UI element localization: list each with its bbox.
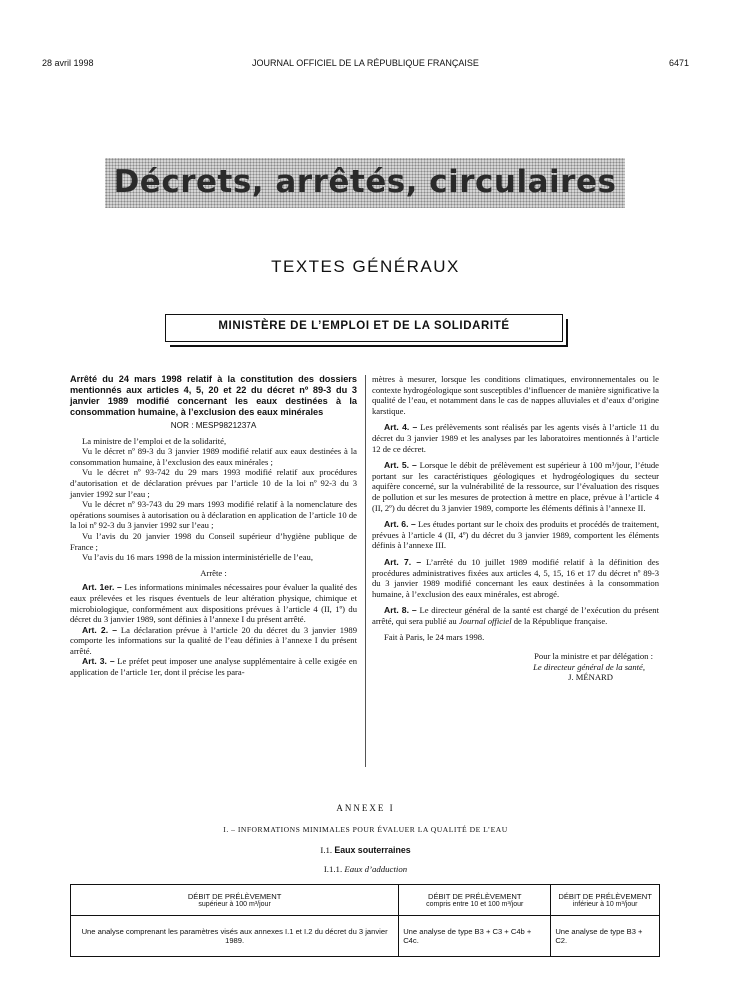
article-7: Art. 7. – L’arrêté du 10 juillet 1989 modifié relatif à la définition des procédures administratives fixées aux articles 4, 5, 15, 16 et 17 du décret nº 89-3 du 3 janvier 1989 modifié concernant les eaux destinées à la consommation humaine, à l’exclusion des eaux minérales, est abrogé. <box>372 556 659 599</box>
banner-title: Décrets, arrêtés, circulaires <box>113 164 617 200</box>
signature-line-2: Le directeur général de la santé, <box>533 661 645 672</box>
table-header-row <box>71 885 660 916</box>
article-label: Art. 4. – <box>384 422 418 433</box>
header-page-number: 6471 <box>668 58 689 68</box>
table-header-cell: DÉBIT DE PRÉLÈVEMENT inférieur à 10 m³/jour <box>551 885 660 916</box>
decree-title: Arrêté du 24 mars 1998 relatif à la constitution des dossiers mentionnés aux articles 4, 5, 20 et 22 du décret nº 89-3 du 3 janvier 1989 modifié concernant les eaux destinées à la consommation humaine, à l’exclusion des eaux minérales <box>70 374 357 417</box>
paragraph: La ministre de l’emploi et de la solidarité, <box>82 435 227 446</box>
arrete-label: Arrête : <box>200 567 227 578</box>
annex-section: I.1. Eaux souterraines <box>320 845 411 855</box>
signature-line-1: Pour la ministre et par délégation : <box>534 651 653 662</box>
table-cell: Une analyse comprenant les paramètres visés aux annexes I.1 et I.2 du décret du 3 janvier 1989. <box>71 916 399 957</box>
article-label: Art. 5. – <box>384 460 417 471</box>
article-label: Art. 6. – <box>384 519 416 530</box>
article-label: Art. 7. – <box>384 556 422 567</box>
flow-rate-table <box>70 884 660 957</box>
annex-subtitle: I. – INFORMATIONS MINIMALES POUR ÉVALUER LA QUALITÉ DE L’EAU <box>223 825 508 834</box>
ministry-name: MINISTÈRE DE L’EMPLOI ET DE LA SOLIDARITÉ <box>218 320 510 332</box>
table-cell: Une analyse de type B3 + C2. <box>551 916 660 957</box>
column-divider <box>365 375 366 767</box>
article-6: Art. 6. – Les études portant sur le choix des produits et procédés de traitement, prévues à l’article 4 (II, 4º) du décret du 3 janvier 1989, comportent les éléments définis à l’annexe III. <box>372 519 659 551</box>
paragraph: Vu le décret nº 93-742 du 29 mars 1993 modifié relatif aux procédures d’autorisation et de déclaration prévues par l’article 10 de la loi nº 92-3 du 3 janvier 1992 sur l’eau ; <box>70 467 357 499</box>
table-header-cell: DÉBIT DE PRÉLÈVEMENT compris entre 10 et 100 m³/jour <box>399 885 551 916</box>
table-cell: Une analyse de type B3 + C3 + C4b + C4c. <box>399 916 551 957</box>
header-date: 28 avril 1998 <box>42 58 94 68</box>
paragraph: Vu l’avis du 16 mars 1998 de la mission interministérielle de l’eau, <box>82 552 313 563</box>
article-3: Art. 3. – Le préfet peut imposer une analyse supplémentaire à celle exigée en application de l’article 1er, dont il précise les para- <box>70 656 357 678</box>
article-label: Art. 2. – <box>82 624 118 635</box>
left-column <box>70 374 357 678</box>
paragraph: Vu le décret nº 89-3 du 3 janvier 1989 modifié relatif aux eaux destinées à la consommation humaine, à l’exclusion des eaux minérales ; <box>70 446 357 467</box>
annex-subsection: I.1.1. Eaux d’adduction <box>323 864 408 874</box>
paragraph: mètres à mesurer, lorsque les conditions climatiques, environnementales ou le contexte hydrogéologique sont susceptibles d’influencer de manière significative la qualité de l’eau, et notamment dans le cas de nappes alluviales et d’eaux d’origine karstique. <box>372 374 659 416</box>
signature-date: Fait à Paris, le 24 mars 1998. <box>384 632 485 643</box>
article-5: Art. 5. – Lorsque le débit de prélèvement est supérieur à 100 m³/jour, l’étude portant sur les caractéristiques géologiques et hydrogéologiques du secteur aquifère concerné, sur la vulnérabilité de la ressource, sur l’évaluation des risques de pollution et sur les mesures de protection à mettre en place, prévue à l’article 4 (II, 2º) du décret du 3 janvier 1989, comporte les éléments définis à l’annexe II. <box>372 460 659 513</box>
article-2: Art. 2. – La déclaration prévue à l’article 20 du décret du 3 janvier 1989 comporte les informations sur la qualité de l’eau définies à l’annexe I du présent arrêté. <box>70 624 357 656</box>
right-column <box>372 374 659 683</box>
article-4: Art. 4. – Les prélèvements sont réalisés par les agents visés à l’article 11 du décret du 3 janvier 1989 et les analyses par les laboratoires mentionnés à l’article 12 de ce décret. <box>372 422 659 454</box>
paragraph: Vu le décret nº 93-743 du 29 mars 1993 modifié relatif à la nomenclature des opérations soumises à autorisation ou à déclaration en application de l’article 10 de la loi nº 92-3 du 3 janvier 1992 sur l’eau ; <box>70 499 357 531</box>
nor-reference: NOR : MESP9821237A <box>170 421 257 430</box>
header-journal: JOURNAL OFFICIEL DE LA RÉPUBLIQUE FRANÇAISE <box>252 58 479 68</box>
article-1: Art. 1er. – Les informations minimales nécessaires pour évaluer la qualité des eaux prélevées et les risques éventuels de leur altération physique, chimique et microbiologique, conformément aux dispositions prévues à l’article 4 (II, 1º) du décret du 3 janvier 1989, sont définies à l’annexe I du présent arrêté. <box>70 582 358 625</box>
paragraph: Vu l’avis du 20 janvier 1998 du Conseil supérieur d’hygiène publique de France ; <box>70 530 357 552</box>
section-title: TEXTES GÉNÉRAUX <box>271 257 460 276</box>
signature-name: J. MÉNARD <box>568 672 613 683</box>
article-8: Art. 8. – Le directeur général de la santé est chargé de l’exécution du présent arrêté, qui sera publié au Journal officiel de la République française. <box>372 605 659 626</box>
article-label: Art. 3. – <box>82 656 115 667</box>
table-row <box>71 916 660 957</box>
article-label: Art. 1er. – <box>82 582 122 593</box>
annex-title: ANNEXE I <box>336 803 395 813</box>
article-label: Art. 8. – <box>384 605 417 616</box>
table-header-cell: DÉBIT DE PRÉLÈVEMENT supérieur à 100 m³/jour <box>71 885 399 916</box>
